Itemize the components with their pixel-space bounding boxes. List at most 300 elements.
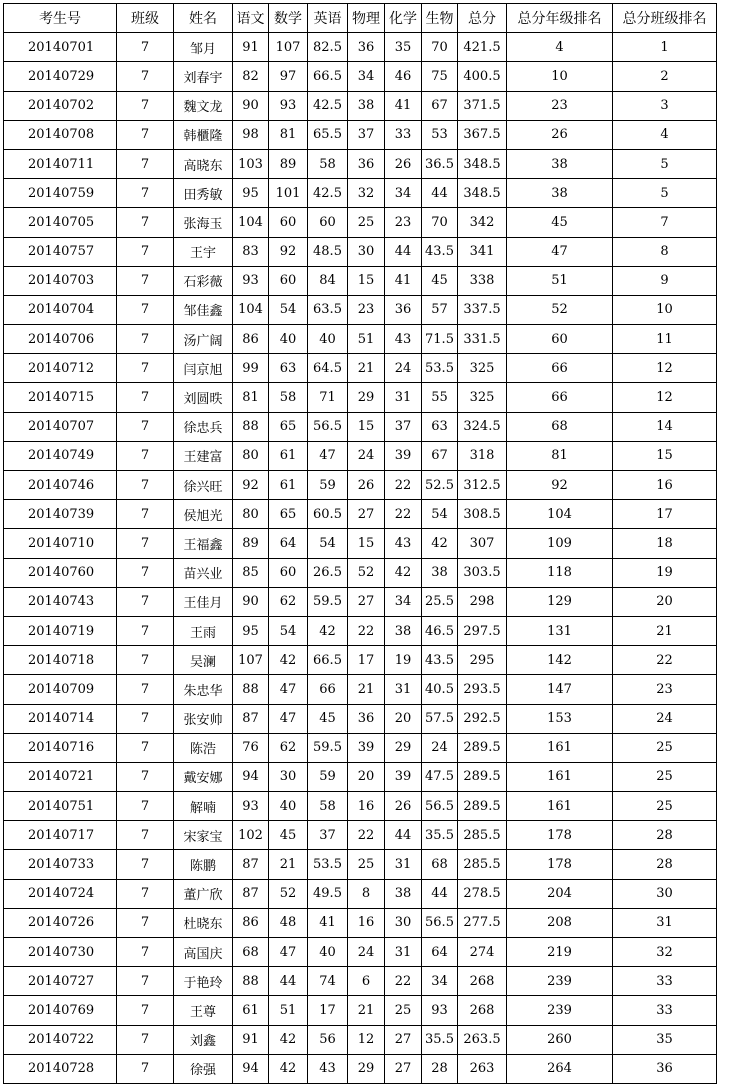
exam-id-cell: 20140701 <box>4 33 117 62</box>
biology-cell: 35.5 <box>422 1025 458 1054</box>
exam-id-cell: 20140703 <box>4 266 117 295</box>
physics-cell: 38 <box>348 91 385 120</box>
class-rank-cell: 1 <box>613 33 717 62</box>
biology-cell: 63 <box>422 412 458 441</box>
physics-cell: 25 <box>348 850 385 879</box>
name-cell: 陈鹏 <box>174 850 233 879</box>
math-cell: 81 <box>269 120 308 149</box>
grade-rank-cell: 10 <box>507 62 613 91</box>
table-row <box>4 500 717 529</box>
english-cell: 42.5 <box>308 179 348 208</box>
physics-cell: 24 <box>348 938 385 967</box>
class-cell: 7 <box>117 908 174 937</box>
english-cell: 49.5 <box>308 879 348 908</box>
chemistry-cell: 19 <box>385 646 422 675</box>
class-rank-cell: 30 <box>613 879 717 908</box>
total-cell: 318 <box>458 441 507 470</box>
biology-cell: 36.5 <box>422 149 458 178</box>
physics-cell: 27 <box>348 500 385 529</box>
biology-cell: 46.5 <box>422 616 458 645</box>
math-cell: 48 <box>269 908 308 937</box>
table-row <box>4 412 717 441</box>
exam-id-cell: 20140717 <box>4 821 117 850</box>
physics-cell: 22 <box>348 616 385 645</box>
chinese-cell: 76 <box>233 733 269 762</box>
class-cell: 7 <box>117 733 174 762</box>
total-cell: 348.5 <box>458 149 507 178</box>
grade-rank-cell: 147 <box>507 675 613 704</box>
total-cell: 278.5 <box>458 879 507 908</box>
grade-rank-cell: 219 <box>507 938 613 967</box>
class-cell: 7 <box>117 996 174 1025</box>
physics-cell: 51 <box>348 325 385 354</box>
header-chemistry: 化学 <box>385 4 422 33</box>
physics-cell: 12 <box>348 1025 385 1054</box>
exam-id-cell: 20140716 <box>4 733 117 762</box>
biology-cell: 55 <box>422 383 458 412</box>
class-cell: 7 <box>117 762 174 791</box>
biology-cell: 54 <box>422 500 458 529</box>
grade-rank-cell: 60 <box>507 325 613 354</box>
math-cell: 62 <box>269 733 308 762</box>
total-cell: 303.5 <box>458 558 507 587</box>
english-cell: 40 <box>308 325 348 354</box>
math-cell: 54 <box>269 295 308 324</box>
chinese-cell: 68 <box>233 938 269 967</box>
chemistry-cell: 23 <box>385 208 422 237</box>
name-cell: 徐忠兵 <box>174 412 233 441</box>
english-cell: 74 <box>308 967 348 996</box>
name-cell: 苗兴业 <box>174 558 233 587</box>
grade-rank-cell: 47 <box>507 237 613 266</box>
table-row <box>4 33 717 62</box>
class-rank-cell: 36 <box>613 1054 717 1083</box>
biology-cell: 57 <box>422 295 458 324</box>
chinese-cell: 80 <box>233 441 269 470</box>
grade-rank-cell: 66 <box>507 354 613 383</box>
english-cell: 17 <box>308 996 348 1025</box>
chinese-cell: 91 <box>233 33 269 62</box>
physics-cell: 16 <box>348 792 385 821</box>
table-body <box>4 33 717 1084</box>
chemistry-cell: 30 <box>385 908 422 937</box>
physics-cell: 21 <box>348 354 385 383</box>
math-cell: 93 <box>269 91 308 120</box>
exam-id-cell: 20140743 <box>4 587 117 616</box>
english-cell: 37 <box>308 821 348 850</box>
grade-rank-cell: 131 <box>507 616 613 645</box>
name-cell: 徐兴旺 <box>174 471 233 500</box>
chinese-cell: 87 <box>233 879 269 908</box>
score-sheet <box>3 3 717 1084</box>
total-cell: 371.5 <box>458 91 507 120</box>
chinese-cell: 95 <box>233 179 269 208</box>
biology-cell: 64 <box>422 938 458 967</box>
table-row <box>4 850 717 879</box>
chinese-cell: 92 <box>233 471 269 500</box>
grade-rank-cell: 161 <box>507 733 613 762</box>
name-cell: 韩櫃隆 <box>174 120 233 149</box>
exam-id-cell: 20140730 <box>4 938 117 967</box>
name-cell: 戴安娜 <box>174 762 233 791</box>
chemistry-cell: 22 <box>385 471 422 500</box>
math-cell: 97 <box>269 62 308 91</box>
exam-id-cell: 20140728 <box>4 1054 117 1083</box>
physics-cell: 23 <box>348 295 385 324</box>
header-row <box>4 4 717 33</box>
physics-cell: 36 <box>348 149 385 178</box>
class-rank-cell: 12 <box>613 354 717 383</box>
grade-rank-cell: 38 <box>507 179 613 208</box>
class-rank-cell: 11 <box>613 325 717 354</box>
physics-cell: 25 <box>348 208 385 237</box>
name-cell: 侯旭光 <box>174 500 233 529</box>
biology-cell: 67 <box>422 441 458 470</box>
grade-rank-cell: 23 <box>507 91 613 120</box>
exam-id-cell: 20140712 <box>4 354 117 383</box>
math-cell: 40 <box>269 792 308 821</box>
chinese-cell: 90 <box>233 587 269 616</box>
name-cell: 王雨 <box>174 616 233 645</box>
class-cell: 7 <box>117 208 174 237</box>
class-cell: 7 <box>117 587 174 616</box>
exam-id-cell: 20140760 <box>4 558 117 587</box>
chemistry-cell: 33 <box>385 120 422 149</box>
chinese-cell: 107 <box>233 646 269 675</box>
chinese-cell: 81 <box>233 383 269 412</box>
class-cell: 7 <box>117 500 174 529</box>
biology-cell: 70 <box>422 33 458 62</box>
class-cell: 7 <box>117 879 174 908</box>
grade-rank-cell: 81 <box>507 441 613 470</box>
grade-rank-cell: 109 <box>507 529 613 558</box>
grade-rank-cell: 66 <box>507 383 613 412</box>
biology-cell: 40.5 <box>422 675 458 704</box>
header-physics: 物理 <box>348 4 385 33</box>
chinese-cell: 82 <box>233 62 269 91</box>
total-cell: 367.5 <box>458 120 507 149</box>
class-rank-cell: 10 <box>613 295 717 324</box>
biology-cell: 93 <box>422 996 458 1025</box>
total-cell: 285.5 <box>458 850 507 879</box>
name-cell: 张安帅 <box>174 704 233 733</box>
name-cell: 高晓东 <box>174 149 233 178</box>
name-cell: 陈浩 <box>174 733 233 762</box>
english-cell: 64.5 <box>308 354 348 383</box>
class-cell: 7 <box>117 354 174 383</box>
english-cell: 60.5 <box>308 500 348 529</box>
chemistry-cell: 34 <box>385 179 422 208</box>
math-cell: 65 <box>269 500 308 529</box>
biology-cell: 57.5 <box>422 704 458 733</box>
class-cell: 7 <box>117 33 174 62</box>
english-cell: 42 <box>308 616 348 645</box>
total-cell: 421.5 <box>458 33 507 62</box>
math-cell: 30 <box>269 762 308 791</box>
math-cell: 47 <box>269 704 308 733</box>
class-rank-cell: 5 <box>613 149 717 178</box>
english-cell: 63.5 <box>308 295 348 324</box>
name-cell: 石彩薇 <box>174 266 233 295</box>
name-cell: 董广欣 <box>174 879 233 908</box>
exam-id-cell: 20140727 <box>4 967 117 996</box>
english-cell: 59 <box>308 762 348 791</box>
chemistry-cell: 38 <box>385 616 422 645</box>
chemistry-cell: 26 <box>385 149 422 178</box>
table-row <box>4 383 717 412</box>
biology-cell: 28 <box>422 1054 458 1083</box>
exam-id-cell: 20140718 <box>4 646 117 675</box>
total-cell: 268 <box>458 996 507 1025</box>
grade-rank-cell: 38 <box>507 149 613 178</box>
physics-cell: 8 <box>348 879 385 908</box>
total-cell: 263.5 <box>458 1025 507 1054</box>
class-rank-cell: 24 <box>613 704 717 733</box>
class-cell: 7 <box>117 383 174 412</box>
class-cell: 7 <box>117 967 174 996</box>
grade-rank-cell: 260 <box>507 1025 613 1054</box>
english-cell: 47 <box>308 441 348 470</box>
class-rank-cell: 7 <box>613 208 717 237</box>
english-cell: 66 <box>308 675 348 704</box>
biology-cell: 75 <box>422 62 458 91</box>
class-rank-cell: 19 <box>613 558 717 587</box>
english-cell: 59 <box>308 471 348 500</box>
english-cell: 65.5 <box>308 120 348 149</box>
grade-rank-cell: 104 <box>507 500 613 529</box>
grade-rank-cell: 129 <box>507 587 613 616</box>
total-cell: 324.5 <box>458 412 507 441</box>
math-cell: 52 <box>269 879 308 908</box>
physics-cell: 24 <box>348 441 385 470</box>
exam-id-cell: 20140708 <box>4 120 117 149</box>
chemistry-cell: 24 <box>385 354 422 383</box>
class-cell: 7 <box>117 471 174 500</box>
physics-cell: 39 <box>348 733 385 762</box>
chemistry-cell: 27 <box>385 1025 422 1054</box>
physics-cell: 16 <box>348 908 385 937</box>
biology-cell: 53.5 <box>422 354 458 383</box>
physics-cell: 52 <box>348 558 385 587</box>
math-cell: 42 <box>269 1054 308 1083</box>
chinese-cell: 94 <box>233 1054 269 1083</box>
chemistry-cell: 37 <box>385 412 422 441</box>
english-cell: 42.5 <box>308 91 348 120</box>
table-row <box>4 295 717 324</box>
name-cell: 王佳月 <box>174 587 233 616</box>
exam-id-cell: 20140702 <box>4 91 117 120</box>
chinese-cell: 93 <box>233 792 269 821</box>
name-cell: 闫京旭 <box>174 354 233 383</box>
exam-id-cell: 20140722 <box>4 1025 117 1054</box>
math-cell: 60 <box>269 558 308 587</box>
table-row <box>4 704 717 733</box>
chinese-cell: 102 <box>233 821 269 850</box>
total-cell: 400.5 <box>458 62 507 91</box>
header-name: 姓名 <box>174 4 233 33</box>
grade-rank-cell: 161 <box>507 762 613 791</box>
table-row <box>4 587 717 616</box>
class-rank-cell: 9 <box>613 266 717 295</box>
chinese-cell: 61 <box>233 996 269 1025</box>
name-cell: 高国庆 <box>174 938 233 967</box>
table-row <box>4 733 717 762</box>
chinese-cell: 87 <box>233 850 269 879</box>
chemistry-cell: 29 <box>385 733 422 762</box>
chinese-cell: 85 <box>233 558 269 587</box>
class-cell: 7 <box>117 62 174 91</box>
biology-cell: 43.5 <box>422 646 458 675</box>
physics-cell: 34 <box>348 62 385 91</box>
physics-cell: 36 <box>348 33 385 62</box>
header-math: 数学 <box>269 4 308 33</box>
table-row <box>4 91 717 120</box>
exam-id-cell: 20140749 <box>4 441 117 470</box>
exam-id-cell: 20140710 <box>4 529 117 558</box>
total-cell: 285.5 <box>458 821 507 850</box>
class-cell: 7 <box>117 149 174 178</box>
name-cell: 刘圆昳 <box>174 383 233 412</box>
table-row <box>4 325 717 354</box>
chemistry-cell: 43 <box>385 529 422 558</box>
grade-rank-cell: 178 <box>507 850 613 879</box>
grade-rank-cell: 239 <box>507 996 613 1025</box>
class-rank-cell: 23 <box>613 675 717 704</box>
class-cell: 7 <box>117 938 174 967</box>
physics-cell: 20 <box>348 762 385 791</box>
name-cell: 刘春宇 <box>174 62 233 91</box>
class-rank-cell: 28 <box>613 821 717 850</box>
class-rank-cell: 25 <box>613 733 717 762</box>
grade-rank-cell: 178 <box>507 821 613 850</box>
class-cell: 7 <box>117 529 174 558</box>
english-cell: 58 <box>308 792 348 821</box>
english-cell: 43 <box>308 1054 348 1083</box>
table-row <box>4 1025 717 1054</box>
name-cell: 宋家宝 <box>174 821 233 850</box>
math-cell: 89 <box>269 149 308 178</box>
class-rank-cell: 8 <box>613 237 717 266</box>
class-rank-cell: 31 <box>613 908 717 937</box>
physics-cell: 26 <box>348 471 385 500</box>
math-cell: 40 <box>269 325 308 354</box>
biology-cell: 44 <box>422 879 458 908</box>
biology-cell: 52.5 <box>422 471 458 500</box>
total-cell: 331.5 <box>458 325 507 354</box>
english-cell: 66.5 <box>308 646 348 675</box>
english-cell: 71 <box>308 383 348 412</box>
chemistry-cell: 43 <box>385 325 422 354</box>
exam-id-cell: 20140739 <box>4 500 117 529</box>
name-cell: 吴澜 <box>174 646 233 675</box>
chemistry-cell: 35 <box>385 33 422 62</box>
class-rank-cell: 15 <box>613 441 717 470</box>
physics-cell: 22 <box>348 821 385 850</box>
total-cell: 289.5 <box>458 792 507 821</box>
physics-cell: 15 <box>348 412 385 441</box>
exam-id-cell: 20140759 <box>4 179 117 208</box>
chemistry-cell: 46 <box>385 62 422 91</box>
chinese-cell: 90 <box>233 91 269 120</box>
exam-id-cell: 20140709 <box>4 675 117 704</box>
table-row <box>4 558 717 587</box>
exam-id-cell: 20140757 <box>4 237 117 266</box>
math-cell: 62 <box>269 587 308 616</box>
grade-rank-cell: 142 <box>507 646 613 675</box>
exam-id-cell: 20140751 <box>4 792 117 821</box>
chinese-cell: 86 <box>233 325 269 354</box>
class-rank-cell: 12 <box>613 383 717 412</box>
name-cell: 汤广阔 <box>174 325 233 354</box>
math-cell: 21 <box>269 850 308 879</box>
class-cell: 7 <box>117 266 174 295</box>
name-cell: 王福鑫 <box>174 529 233 558</box>
class-cell: 7 <box>117 237 174 266</box>
chemistry-cell: 31 <box>385 938 422 967</box>
class-cell: 7 <box>117 1025 174 1054</box>
class-rank-cell: 28 <box>613 850 717 879</box>
class-cell: 7 <box>117 441 174 470</box>
chemistry-cell: 41 <box>385 266 422 295</box>
header-biology: 生物 <box>422 4 458 33</box>
exam-id-cell: 20140733 <box>4 850 117 879</box>
exam-id-cell: 20140707 <box>4 412 117 441</box>
table-row <box>4 120 717 149</box>
chinese-cell: 93 <box>233 266 269 295</box>
math-cell: 42 <box>269 646 308 675</box>
grade-rank-cell: 68 <box>507 412 613 441</box>
exam-id-cell: 20140714 <box>4 704 117 733</box>
english-cell: 54 <box>308 529 348 558</box>
biology-cell: 45 <box>422 266 458 295</box>
english-cell: 56 <box>308 1025 348 1054</box>
grade-rank-cell: 208 <box>507 908 613 937</box>
table-row <box>4 471 717 500</box>
class-cell: 7 <box>117 325 174 354</box>
chinese-cell: 88 <box>233 412 269 441</box>
biology-cell: 24 <box>422 733 458 762</box>
math-cell: 54 <box>269 616 308 645</box>
class-cell: 7 <box>117 850 174 879</box>
math-cell: 42 <box>269 1025 308 1054</box>
math-cell: 60 <box>269 266 308 295</box>
grade-rank-cell: 52 <box>507 295 613 324</box>
physics-cell: 21 <box>348 996 385 1025</box>
chinese-cell: 83 <box>233 237 269 266</box>
class-rank-cell: 32 <box>613 938 717 967</box>
physics-cell: 32 <box>348 179 385 208</box>
physics-cell: 27 <box>348 587 385 616</box>
grade-rank-cell: 4 <box>507 33 613 62</box>
grade-rank-cell: 118 <box>507 558 613 587</box>
header-english: 英语 <box>308 4 348 33</box>
grade-rank-cell: 204 <box>507 879 613 908</box>
class-rank-cell: 22 <box>613 646 717 675</box>
english-cell: 48.5 <box>308 237 348 266</box>
total-cell: 298 <box>458 587 507 616</box>
chemistry-cell: 44 <box>385 237 422 266</box>
english-cell: 59.5 <box>308 733 348 762</box>
table-row <box>4 208 717 237</box>
table-row <box>4 821 717 850</box>
chinese-cell: 87 <box>233 704 269 733</box>
chinese-cell: 80 <box>233 500 269 529</box>
chemistry-cell: 36 <box>385 295 422 324</box>
english-cell: 45 <box>308 704 348 733</box>
english-cell: 40 <box>308 938 348 967</box>
english-cell: 53.5 <box>308 850 348 879</box>
table-row <box>4 675 717 704</box>
